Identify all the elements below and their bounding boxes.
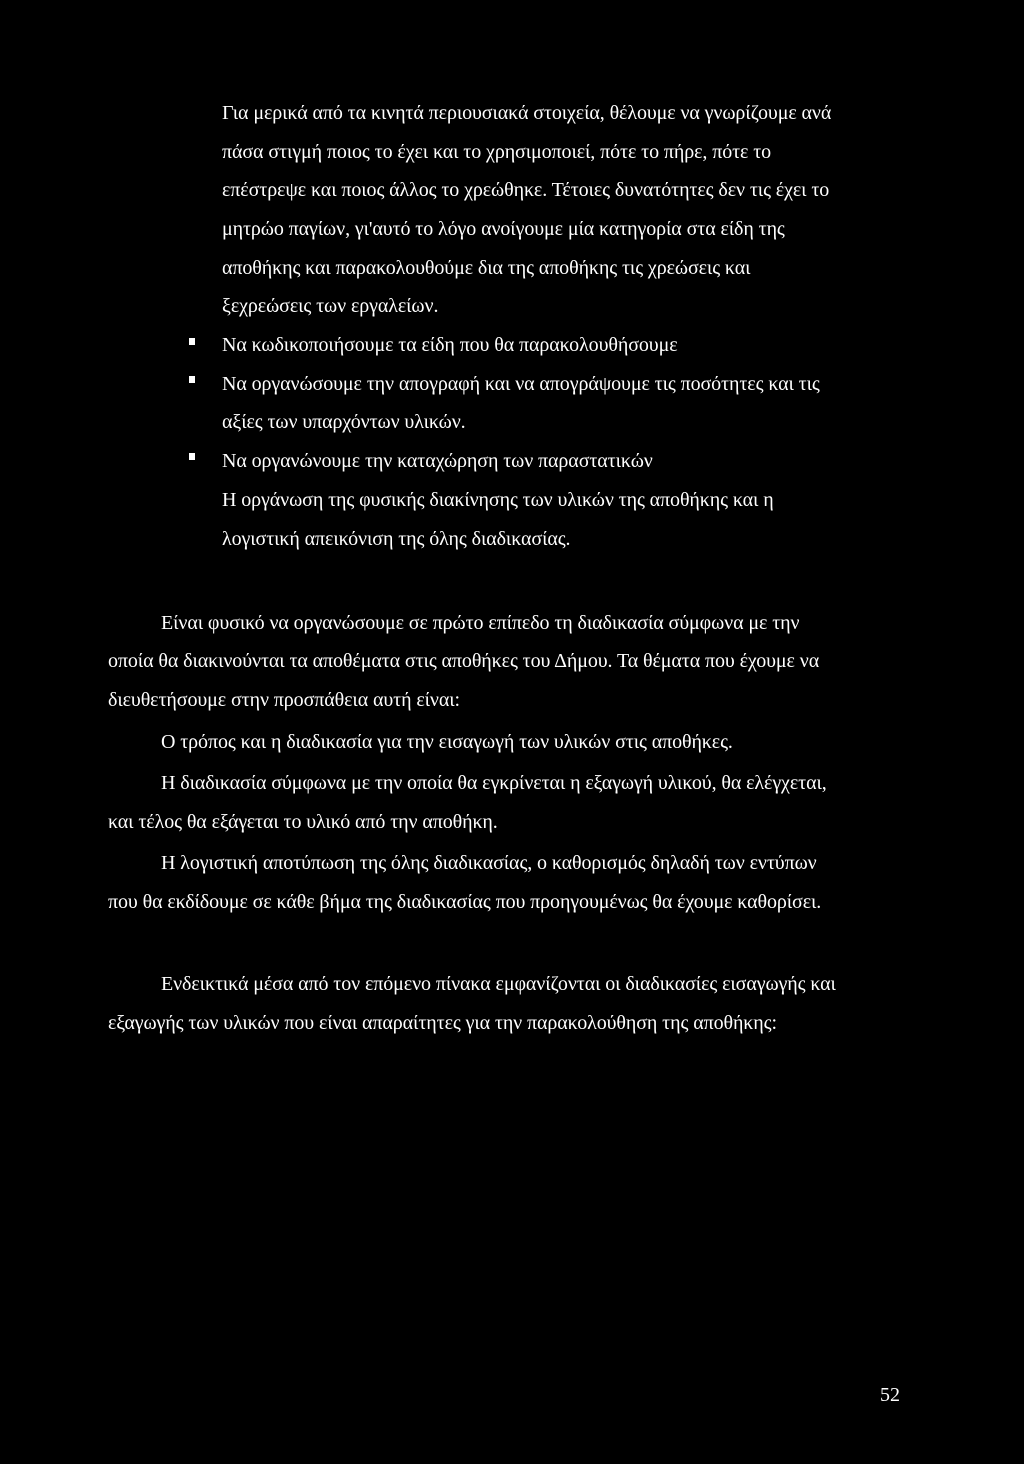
bullet-text: λογιστική απεικόνιση της όλης διαδικασίας. — [222, 528, 571, 550]
bullet-text: Η οργάνωση της φυσικής διακίνησης των υλικών της αποθήκης και η — [222, 489, 774, 511]
intro-line: μητρώο παγίων, γι'αυτό το λόγο ανοίγουμε μία κατηγορία στα είδη της — [222, 218, 785, 240]
topic-line: Η λογιστική αποτύπωση της όλης διαδικασίας, ο καθορισμός δηλαδή των εντύπων — [161, 852, 817, 874]
page-number: 52 — [880, 1384, 900, 1406]
bullet-text: Να οργανώσουμε την απογραφή και να απογράψουμε τις ποσότητες και τις — [222, 373, 820, 395]
paragraph-line: εξαγωγής των υλικών που είναι απαραίτητες για την παρακολούθηση της αποθήκης: — [108, 1012, 777, 1034]
paragraph-line: Ενδεικτικά μέσα από τον επόμενο πίνακα εμφανίζονται οι διαδικασίες εισαγωγής και — [161, 973, 836, 995]
intro-line: επέστρεψε και ποιος άλλος το χρεώθηκε. Τέτοιες δυνατότητες δεν τις έχει το — [222, 179, 830, 201]
bullet-text: Να οργανώνουμε την καταχώρηση των παραστατικών — [222, 450, 653, 472]
intro-line: πάσα στιγμή ποιος το έχει και το χρησιμοποιεί, πότε το πήρε, πότε το — [222, 141, 772, 163]
bullet-marker — [189, 453, 195, 460]
intro-line: Για μερικά από τα κινητά περιουσιακά στοιχεία, θέλουμε να γνωρίζουμε ανά — [222, 102, 832, 124]
bullet-text: αξίες των υπαρχόντων υλικών. — [222, 411, 466, 433]
topic-line: και τέλος θα εξάγεται το υλικό από την αποθήκη. — [108, 811, 498, 833]
bullet-marker — [189, 338, 195, 345]
bullet-text: Να κωδικοποιήσουμε τα είδη που θα παρακολουθήσουμε — [222, 334, 678, 356]
bullet-marker — [189, 376, 195, 383]
paragraph-line: διευθετήσουμε στην προσπάθεια αυτή είναι: — [108, 689, 460, 711]
intro-line: ξεχρεώσεις των εργαλείων. — [222, 295, 439, 317]
topic-line: που θα εκδίδουμε σε κάθε βήμα της διαδικασίας που προηγουμένως θα έχουμε καθορίσει. — [108, 891, 822, 913]
paragraph-line: Είναι φυσικό να οργανώσουμε σε πρώτο επίπεδο τη διαδικασία σύμφωνα με την — [161, 612, 800, 634]
paragraph-line: οποία θα διακινούνται τα αποθέματα στις αποθήκες του Δήμου. Τα θέματα που έχουμε να — [108, 650, 820, 672]
topic-line: Ο τρόπος και η διαδικασία για την εισαγωγή των υλικών στις αποθήκες. — [161, 731, 733, 753]
topic-line: Η διαδικασία σύμφωνα με την οποία θα εγκρίνεται η εξαγωγή υλικού, θα ελέγχεται, — [161, 772, 827, 794]
intro-line: αποθήκης και παρακολουθούμε δια της αποθήκης τις χρεώσεις και — [222, 257, 751, 279]
